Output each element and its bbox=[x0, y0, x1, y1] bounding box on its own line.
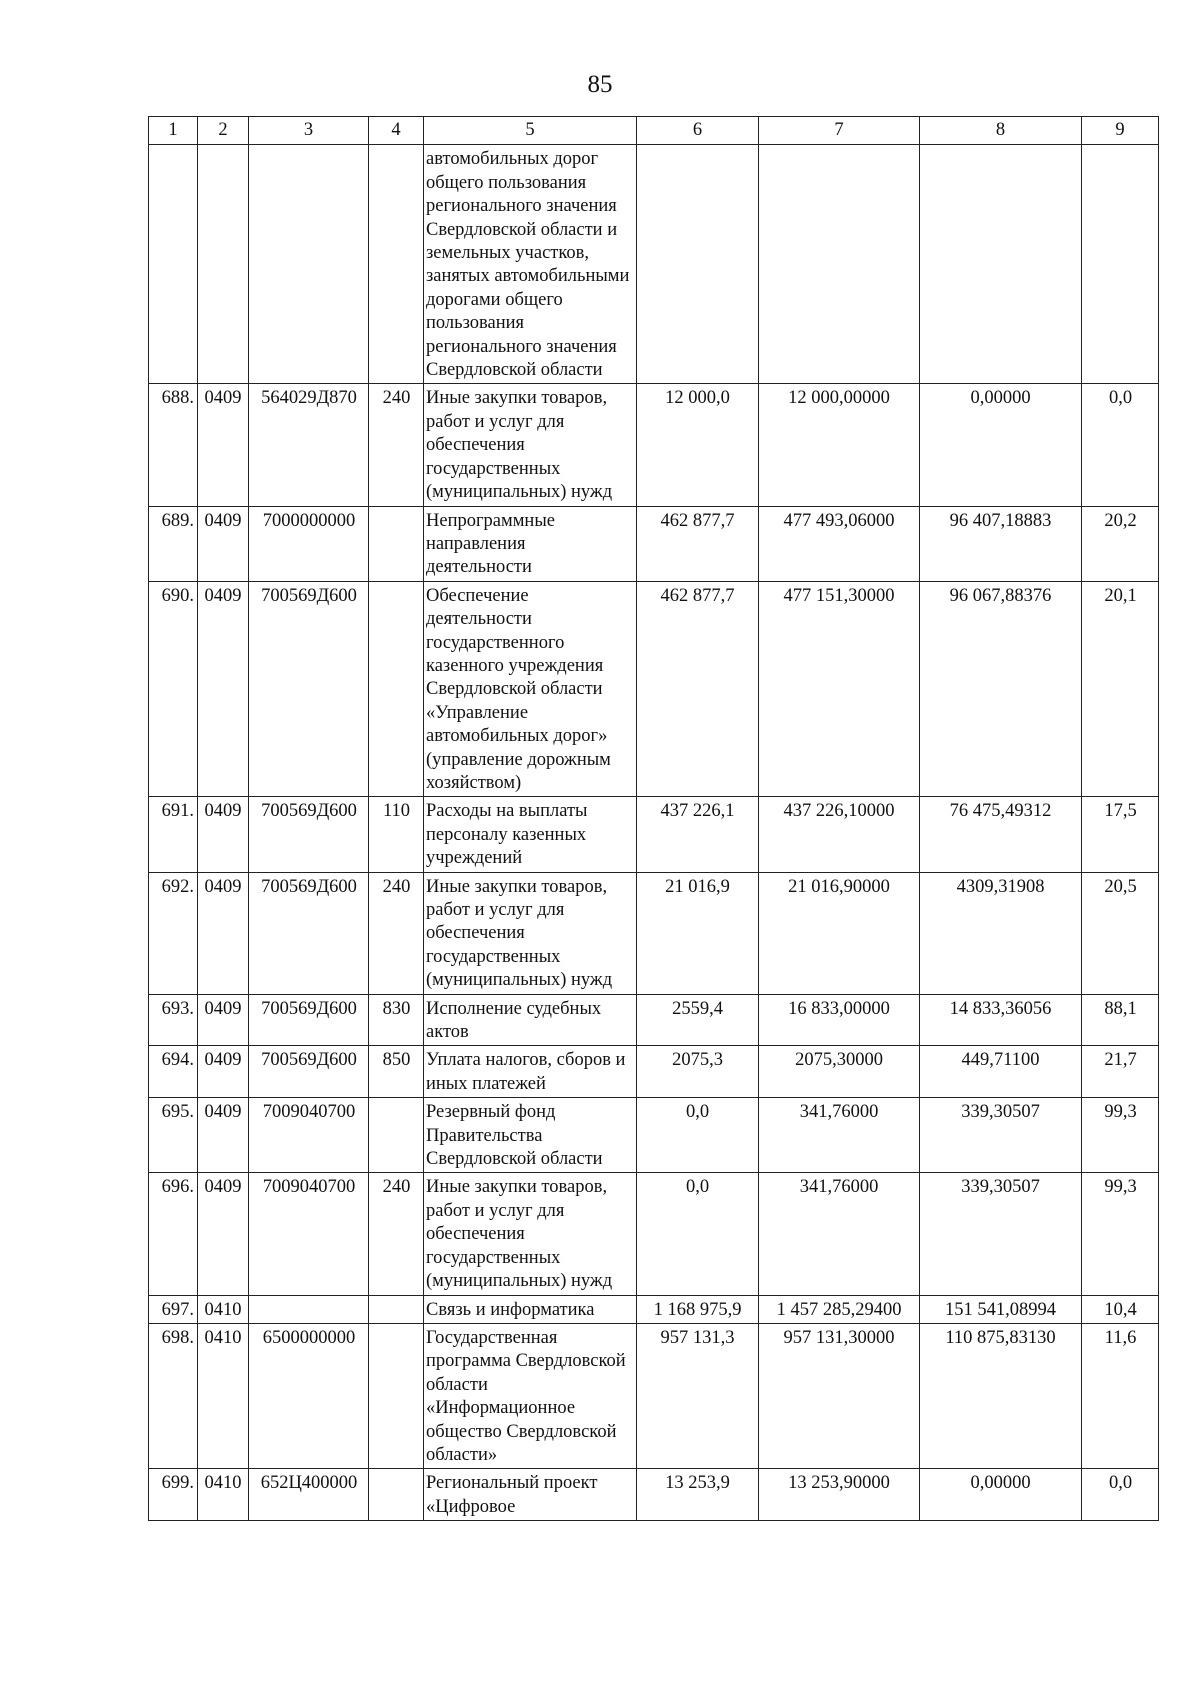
table-row bbox=[149, 994, 1159, 1046]
item-name-cell: Региональный проект «Цифровое bbox=[424, 1469, 637, 1521]
item-name-cell: Связь и информатика bbox=[424, 1295, 637, 1323]
budget-table bbox=[148, 116, 1159, 1521]
table-row bbox=[149, 797, 1159, 872]
execution-percent-cell: 17,5 bbox=[1082, 797, 1159, 872]
planned-amount-cell: 462 877,7 bbox=[637, 506, 759, 581]
section-code-cell: 0409 bbox=[198, 581, 249, 797]
execution-percent-cell: 10,4 bbox=[1082, 1295, 1159, 1323]
target-article-cell: 700569Д600 bbox=[249, 581, 369, 797]
row-number-cell: 690. bbox=[149, 581, 198, 797]
row-number-cell: 694. bbox=[149, 1046, 198, 1098]
refined-amount-cell: 341,76000 bbox=[759, 1173, 920, 1295]
refined-amount-cell: 341,76000 bbox=[759, 1098, 920, 1173]
table-row bbox=[149, 145, 1159, 384]
table-row bbox=[149, 1295, 1159, 1323]
expense-type-cell: 240 bbox=[369, 1173, 424, 1295]
item-name-cell: Расходы на выплаты персоналу казенных учреждений bbox=[424, 797, 637, 872]
table-row bbox=[149, 506, 1159, 581]
executed-amount-cell: 14 833,36056 bbox=[920, 994, 1082, 1046]
planned-amount-cell: 12 000,0 bbox=[637, 384, 759, 506]
item-name-cell: Уплата налогов, сборов и иных платежей bbox=[424, 1046, 637, 1098]
row-number-cell: 698. bbox=[149, 1323, 198, 1468]
executed-amount-cell: 96 407,18883 bbox=[920, 506, 1082, 581]
refined-amount-cell: 437 226,10000 bbox=[759, 797, 920, 872]
executed-amount-cell: 151 541,08994 bbox=[920, 1295, 1082, 1323]
item-name-cell: автомобильных дорог общего пользования регионального значения Свердловской области и земельных участков, занятых автомобильными дорогами общего пользования регионального значения Свердловской области bbox=[424, 145, 637, 384]
planned-amount-cell: 1 168 975,9 bbox=[637, 1295, 759, 1323]
item-name-cell: Государственная программа Свердловской области «Информационное общество Свердловской области» bbox=[424, 1323, 637, 1468]
section-code-cell: 0409 bbox=[198, 1046, 249, 1098]
column-header-3: 3 bbox=[249, 117, 369, 145]
target-article-cell bbox=[249, 1295, 369, 1323]
target-article-cell: 700569Д600 bbox=[249, 797, 369, 872]
item-name-cell: Непрограммные направления деятельности bbox=[424, 506, 637, 581]
table-row bbox=[149, 872, 1159, 994]
execution-percent-cell: 11,6 bbox=[1082, 1323, 1159, 1468]
refined-amount-cell: 12 000,00000 bbox=[759, 384, 920, 506]
expense-type-cell: 240 bbox=[369, 872, 424, 994]
target-article-cell: 6500000000 bbox=[249, 1323, 369, 1468]
refined-amount-cell: 1 457 285,29400 bbox=[759, 1295, 920, 1323]
target-article-cell: 7009040700 bbox=[249, 1173, 369, 1295]
row-number-cell: 689. bbox=[149, 506, 198, 581]
table-row bbox=[149, 1173, 1159, 1295]
executed-amount-cell: 96 067,88376 bbox=[920, 581, 1082, 797]
execution-percent-cell: 20,1 bbox=[1082, 581, 1159, 797]
expense-type-cell bbox=[369, 506, 424, 581]
refined-amount-cell: 2075,30000 bbox=[759, 1046, 920, 1098]
planned-amount-cell: 2559,4 bbox=[637, 994, 759, 1046]
target-article-cell: 7009040700 bbox=[249, 1098, 369, 1173]
table-row bbox=[149, 581, 1159, 797]
execution-percent-cell: 0,0 bbox=[1082, 384, 1159, 506]
refined-amount-cell: 477 151,30000 bbox=[759, 581, 920, 797]
section-code-cell: 0409 bbox=[198, 506, 249, 581]
item-name-cell: Обеспечение деятельности государственного казенного учреждения Свердловской области «Управление автомобильных дорог» (управление дорожным хозяйством) bbox=[424, 581, 637, 797]
expense-type-cell: 850 bbox=[369, 1046, 424, 1098]
page-number: 85 bbox=[587, 71, 613, 98]
refined-amount-cell bbox=[759, 145, 920, 384]
execution-percent-cell: 88,1 bbox=[1082, 994, 1159, 1046]
executed-amount-cell: 339,30507 bbox=[920, 1098, 1082, 1173]
target-article-cell: 564029Д870 bbox=[249, 384, 369, 506]
planned-amount-cell bbox=[637, 145, 759, 384]
expense-type-cell bbox=[369, 145, 424, 384]
planned-amount-cell: 21 016,9 bbox=[637, 872, 759, 994]
expense-type-cell bbox=[369, 1098, 424, 1173]
planned-amount-cell: 437 226,1 bbox=[637, 797, 759, 872]
table-row bbox=[149, 1469, 1159, 1521]
column-header-2: 2 bbox=[198, 117, 249, 145]
section-code-cell: 0409 bbox=[198, 1098, 249, 1173]
target-article-cell: 652Ц400000 bbox=[249, 1469, 369, 1521]
refined-amount-cell: 957 131,30000 bbox=[759, 1323, 920, 1468]
section-code-cell: 0409 bbox=[198, 872, 249, 994]
target-article-cell: 700569Д600 bbox=[249, 872, 369, 994]
section-code-cell: 0409 bbox=[198, 1173, 249, 1295]
execution-percent-cell: 20,5 bbox=[1082, 872, 1159, 994]
item-name-cell: Иные закупки товаров, работ и услуг для обеспечения государственных (муниципальных) нужд bbox=[424, 872, 637, 994]
target-article-cell: 7000000000 bbox=[249, 506, 369, 581]
column-header-1: 1 bbox=[149, 117, 198, 145]
planned-amount-cell: 2075,3 bbox=[637, 1046, 759, 1098]
refined-amount-cell: 21 016,90000 bbox=[759, 872, 920, 994]
executed-amount-cell: 0,00000 bbox=[920, 1469, 1082, 1521]
row-number-cell: 688. bbox=[149, 384, 198, 506]
row-number-cell: 697. bbox=[149, 1295, 198, 1323]
refined-amount-cell: 477 493,06000 bbox=[759, 506, 920, 581]
section-code-cell: 0409 bbox=[198, 797, 249, 872]
executed-amount-cell bbox=[920, 145, 1082, 384]
execution-percent-cell: 21,7 bbox=[1082, 1046, 1159, 1098]
planned-amount-cell: 462 877,7 bbox=[637, 581, 759, 797]
item-name-cell: Резервный фонд Правительства Свердловской области bbox=[424, 1098, 637, 1173]
table-header bbox=[149, 117, 1159, 145]
item-name-cell: Иные закупки товаров, работ и услуг для обеспечения государственных (муниципальных) нужд bbox=[424, 384, 637, 506]
row-number-cell bbox=[149, 145, 198, 384]
executed-amount-cell: 0,00000 bbox=[920, 384, 1082, 506]
column-header-8: 8 bbox=[920, 117, 1082, 145]
expense-type-cell: 830 bbox=[369, 994, 424, 1046]
section-code-cell: 0410 bbox=[198, 1469, 249, 1521]
refined-amount-cell: 13 253,90000 bbox=[759, 1469, 920, 1521]
target-article-cell: 700569Д600 bbox=[249, 1046, 369, 1098]
expense-type-cell bbox=[369, 1295, 424, 1323]
section-code-cell: 0409 bbox=[198, 994, 249, 1046]
table-row bbox=[149, 1098, 1159, 1173]
table-body bbox=[149, 145, 1159, 1521]
item-name-cell: Иные закупки товаров, работ и услуг для обеспечения государственных (муниципальных) нужд bbox=[424, 1173, 637, 1295]
column-header-4: 4 bbox=[369, 117, 424, 145]
execution-percent-cell: 20,2 bbox=[1082, 506, 1159, 581]
execution-percent-cell: 99,3 bbox=[1082, 1173, 1159, 1295]
header-row bbox=[149, 117, 1159, 145]
section-code-cell: 0410 bbox=[198, 1323, 249, 1468]
expense-type-cell: 110 bbox=[369, 797, 424, 872]
execution-percent-cell: 99,3 bbox=[1082, 1098, 1159, 1173]
column-header-6: 6 bbox=[637, 117, 759, 145]
executed-amount-cell: 76 475,49312 bbox=[920, 797, 1082, 872]
planned-amount-cell: 957 131,3 bbox=[637, 1323, 759, 1468]
execution-percent-cell: 0,0 bbox=[1082, 1469, 1159, 1521]
target-article-cell bbox=[249, 145, 369, 384]
table-row bbox=[149, 1323, 1159, 1468]
column-header-7: 7 bbox=[759, 117, 920, 145]
execution-percent-cell bbox=[1082, 145, 1159, 384]
expense-type-cell: 240 bbox=[369, 384, 424, 506]
planned-amount-cell: 0,0 bbox=[637, 1098, 759, 1173]
row-number-cell: 693. bbox=[149, 994, 198, 1046]
executed-amount-cell: 449,71100 bbox=[920, 1046, 1082, 1098]
column-header-5: 5 bbox=[424, 117, 637, 145]
row-number-cell: 696. bbox=[149, 1173, 198, 1295]
row-number-cell: 699. bbox=[149, 1469, 198, 1521]
executed-amount-cell: 4309,31908 bbox=[920, 872, 1082, 994]
table-row bbox=[149, 384, 1159, 506]
expense-type-cell bbox=[369, 1323, 424, 1468]
executed-amount-cell: 110 875,83130 bbox=[920, 1323, 1082, 1468]
planned-amount-cell: 13 253,9 bbox=[637, 1469, 759, 1521]
item-name-cell: Исполнение судебных актов bbox=[424, 994, 637, 1046]
section-code-cell: 0409 bbox=[198, 384, 249, 506]
expense-type-cell bbox=[369, 581, 424, 797]
column-header-9: 9 bbox=[1082, 117, 1159, 145]
table-row bbox=[149, 1046, 1159, 1098]
target-article-cell: 700569Д600 bbox=[249, 994, 369, 1046]
planned-amount-cell: 0,0 bbox=[637, 1173, 759, 1295]
expense-type-cell bbox=[369, 1469, 424, 1521]
row-number-cell: 692. bbox=[149, 872, 198, 994]
refined-amount-cell: 16 833,00000 bbox=[759, 994, 920, 1046]
row-number-cell: 691. bbox=[149, 797, 198, 872]
section-code-cell: 0410 bbox=[198, 1295, 249, 1323]
row-number-cell: 695. bbox=[149, 1098, 198, 1173]
section-code-cell bbox=[198, 145, 249, 384]
executed-amount-cell: 339,30507 bbox=[920, 1173, 1082, 1295]
